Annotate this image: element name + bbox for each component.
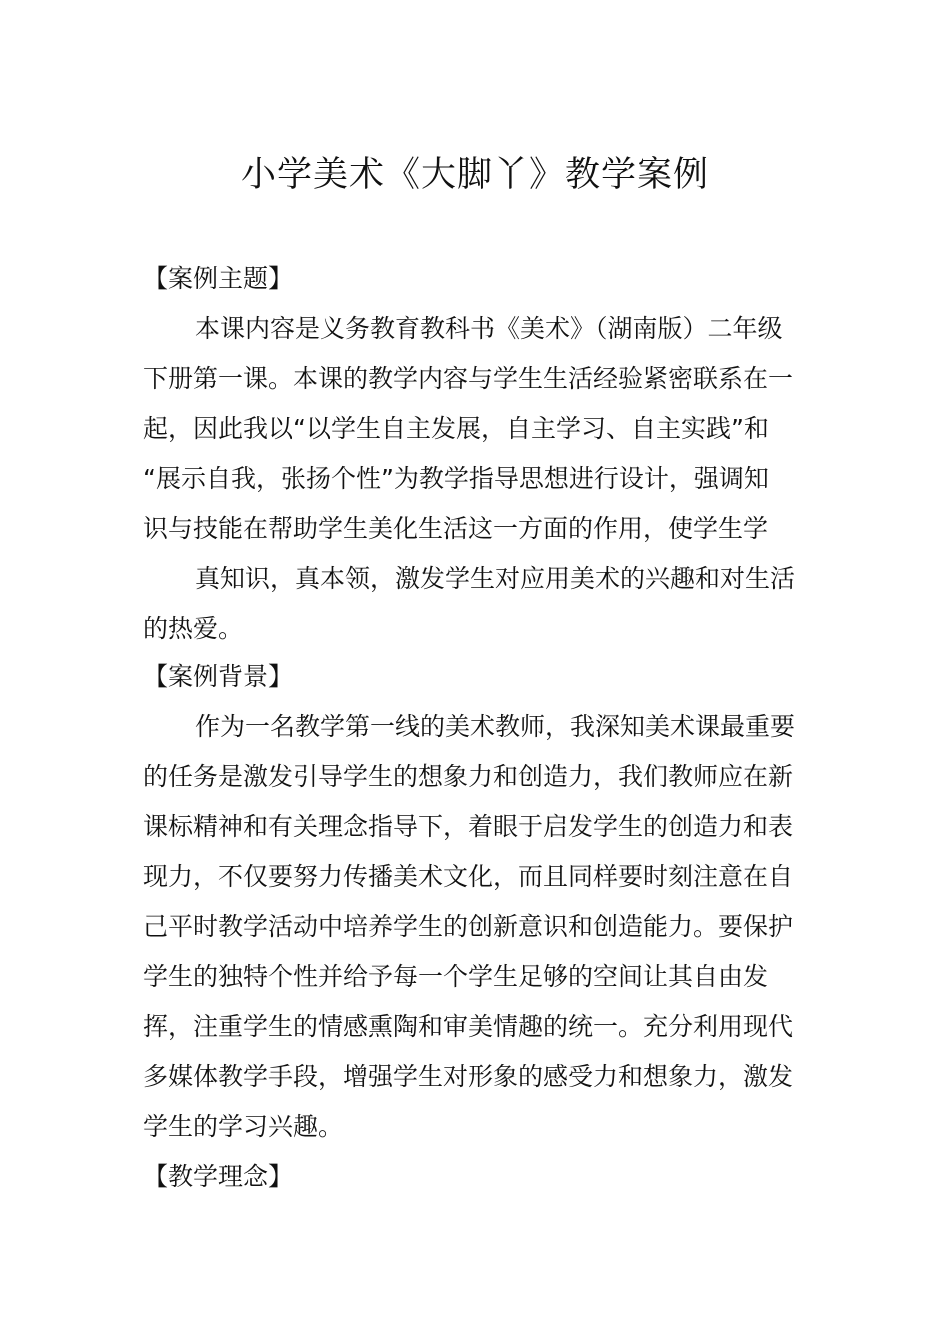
paragraph-line: 下册第一课。本课的教学内容与学生生活经验紧密联系在一	[143, 364, 794, 393]
paragraph-line: 课标精神和有关理念指导下，着眼于启发学生的创造力和表	[143, 812, 794, 841]
paragraph-line: 学生的独特个性并给予每一个学生足够的空间让其自由发	[143, 962, 769, 991]
paragraph-line: 识与技能在帮助学生美化生活这一方面的作用，使学生学	[143, 514, 769, 543]
paragraph-line: 挥，注重学生的情感熏陶和审美情趣的统一。充分利用现代	[143, 1012, 794, 1041]
page-title: 小学美术《大脚丫》教学案例	[240, 155, 709, 195]
paragraph-line: 己平时教学活动中培养学生的创新意识和创造能力。要保护	[143, 912, 794, 941]
paragraph-line: 作为一名教学第一线的美术教师，我深知美术课最重要	[195, 712, 796, 741]
paragraph-line: 的任务是激发引导学生的想象力和创造力，我们教师应在新	[143, 762, 794, 791]
paragraph-line: 现力，不仅要努力传播美术文化，而且同样要时刻注意在自	[143, 862, 794, 891]
section-heading-background: 【案例背景】	[143, 662, 294, 691]
paragraph-line: 起，因此我以“以学生自主发展，自主学习、自主实践”和	[143, 414, 769, 443]
section-heading-theme: 【案例主题】	[143, 264, 294, 293]
paragraph-line: 学生的学习兴趣。	[143, 1112, 344, 1141]
paragraph-line: 真知识，真本领，激发学生对应用美术的兴趣和对生活	[195, 564, 796, 593]
paragraph-line: 多媒体教学手段，增强学生对形象的感受力和想象力，激发	[143, 1062, 794, 1091]
paragraph-line: “展示自我，张扬个性”为教学指导思想进行设计，强调知	[143, 464, 769, 493]
section-heading-philosophy: 【教学理念】	[143, 1162, 294, 1191]
paragraph-line: 本课内容是义务教育教科书《美术》（湖南版）二年级	[195, 314, 783, 343]
paragraph-line: 的热爱。	[143, 614, 244, 643]
